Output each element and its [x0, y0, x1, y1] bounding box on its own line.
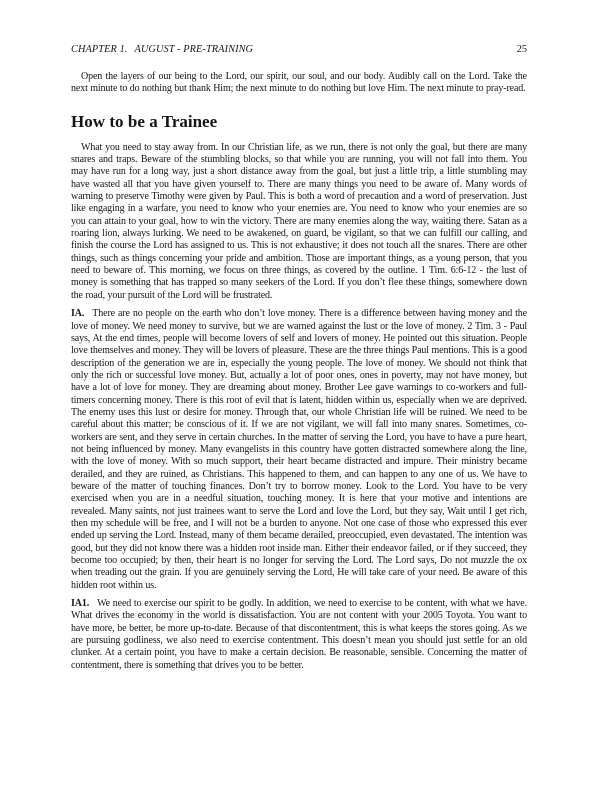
chapter-heading — [71, 44, 253, 55]
chapter-title: AUGUST - PRE-TRAINING — [134, 44, 254, 55]
chapter-number-label: CHAPTER 1. — [71, 44, 128, 55]
paragraph-ia1-text: We need to exercise our spirit to be godly. In addition, we need to exercise to be content, with what we have. What drives the economy in the world is dissatisfaction. You are not content with your 2005 Toyota. You want to have more, be better, be more up-to-date. Because of that discontentment, this is what keeps the stores going. As we are pursuing godliness, we also need to exercise contentment. This doesn’t mean you should just settle for an old clunker. At a certain point, you have to make a certain decision. Be reasonable, sensible. Concerning the matter of contentment, there is something that drives you to be better. — [71, 598, 527, 671]
section-title: How to be a Trainee — [71, 111, 218, 131]
outline-label-ia: IA. — [71, 308, 85, 320]
page-body — [71, 71, 527, 672]
intro-paragraph: Open the layers of our being to the Lord, our spirit, our soul, and our body. Audibly call on the Lord. Take the next minute to do nothing but thank Him; the next minute to do nothing but love Him. The next minute to pray-read. — [71, 71, 527, 95]
running-header — [71, 44, 527, 55]
paragraph-ia1 — [71, 598, 527, 672]
paragraph-stay-away: What you need to stay away from. In our Christian life, as we run, there is not only the goal, but there are many snares and traps. Beware of the stumbling blocks, so that while you are running, you will not fall into them. You may have run for a long way, just a short distance away from the goal, but just a little trip, a little stumbling may have wasted all that you have given yourself to. There are many things you need to be aware of. Many words of warning to preserve Timothy were given by Paul. This is both a word of precaution and a word of preservation. Just like engaging in a warfare, you need to know who your enemies are. You need to know who your enemies are so you can attain to your goal, how to win the victory. There are many enemies along the way, waiting there. Satan as a roaring lion, always lurking. We need to be awakened, on guard, be vigilant, so that we can fulfill our calling, and finish the course the Lord has assigned to us. This is not exhaustive; it does not touch all the snares. There are other things, such as things concerning your pride and ambition. Those are important things, as a young person, that you need to beware of. This morning, we focus on three things, as covered by the outline. 1 Tim. 6:6-12 - the lust of money is something that has trapped so many seekers of the Lord. If you don’t flee these things, somewhere down the road, your pursuit of the Lord will be frustrated. — [71, 141, 527, 301]
paragraph-ia-text: There are no people on the earth who don’t love money. There is a difference between having money and the love of money. We need money to survive, but we are warned against the lust or the love of money. 2 Tim. 3 - Paul says, At the end times, people will become lovers of self and lovers of money. He pointed out this situation. People love themselves and money. They will be lovers of pleasure. These are the three things Paul mentions. This is a good description of the generation we are in, especially the young people. The love of money. We should not think that only the rich or successful love money. But, actually a lot of poor ones, ones in poverty, may not have money, but have a lot of love for money. They are dreaming about money. Brother Lee gave warnings to co-workers and full-timers concerning money. There is this root of evil that is latent, hidden within us, especially when we are deprived. The enemy uses this lust or desire for money. Through that, our whole Christian life will be ruined. We need to be careful about this matter; be conscious of it. If we are not vigilant, we will fall into many snares. Sometimes, co-workers are sent, and they serve in certain churches. In the matter of serving the Lord, you have to have a pure heart, not being influenced by money. Many evangelists in this country have gotten distracted somewhere along the line, with the love of money. With so much support, their heart became distracted and impure. Their ministry became derailed, and they are ruined, as Christians. This happened to them, and can happen to any one of us. We have to beware of the matter of touching finances. Don’t try to borrow money. Look to the Lord. You have to be very exercised when you are in a needful situation, touching money. It is here that your motive and intentions are revealed. Many saints, not just trainees want to serve the Lord and love the Lord, but they say, Wait until I get rich, then my schedule will be free, and I will not be a burden to anyone. Not one case of those who expressed this ever ended up serving the Lord. Instead, many of them became derailed, preoccupied, even devastated. The intention was good, but they did not know there was a hidden root inside man. Either their endeavor failed, or if they succeed, they become too occupied; by then, their heart is no longer for serving the Lord. The Lord says, Do not muzzle the ox when treading out the grain. If you are genuinely serving the Lord, He will take care of your need. Be aware of this hidden root within us. — [71, 308, 527, 591]
outline-label-ia1: IA1. — [71, 598, 90, 610]
page-number: 25 — [516, 44, 527, 55]
paragraph-ia — [71, 308, 527, 592]
